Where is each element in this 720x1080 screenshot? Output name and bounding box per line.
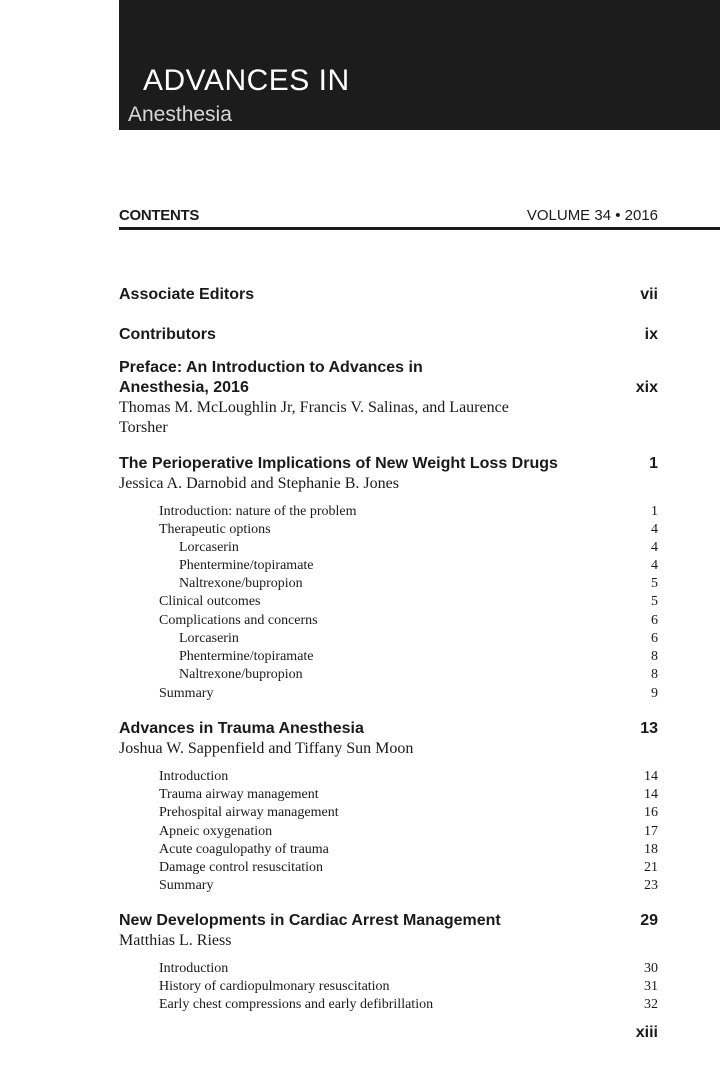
toc-subentry[interactable] [159,804,658,822]
entry-title-line2: Anesthesia, 2016 [119,379,249,396]
subentry-page: 21 [644,860,658,875]
subentry-page: 8 [651,649,658,664]
subentry-label: Damage control resuscitation [159,860,324,875]
entry-title: Associate Editors [119,286,255,303]
toc-subentry[interactable] [179,575,658,593]
subentry-page: 16 [644,805,658,820]
subentry-label: Prehospital airway management [159,805,339,820]
subentry-label: Acute coagulopathy of trauma [159,842,329,857]
subentry-label: Lorcaserin [179,631,239,646]
entry-title: The Perioperative Implications of New Weight Loss Drugs [119,455,558,472]
subentry-label: Lorcaserin [179,540,239,555]
toc-subentry[interactable] [159,503,658,521]
subentry-page: 5 [651,576,658,591]
subentry-page: 5 [651,594,658,609]
subentry-label: Introduction [159,769,229,784]
entry-page: ix [644,326,658,343]
subentry-label: Trauma airway management [159,787,319,802]
entry-title-line1: Preface: An Introduction to Advances in [119,359,423,376]
subentry-label: Complications and concerns [159,613,318,628]
subentry-label: History of cardiopulmonary resuscitation [159,979,390,994]
toc-subentry[interactable] [159,841,658,859]
toc-entry-preface[interactable] [119,358,658,438]
entry-authors-line2: Torsher [119,419,168,436]
subentry-label: Summary [159,686,214,701]
subentry-label: Clinical outcomes [159,594,261,609]
subentry-page: 9 [651,686,658,701]
subentry-label: Apneic oxygenation [159,824,273,839]
subentry-label: Phentermine/topiramate [179,649,314,664]
journal-subtitle: Anesthesia [128,103,232,126]
contents-header [119,207,720,227]
toc-subentry[interactable] [179,539,658,557]
subentry-page: 6 [651,631,658,646]
toc-subentry[interactable] [159,823,658,841]
subentry-page: 4 [651,522,658,537]
toc-subentry[interactable] [159,786,658,804]
subentry-page: 18 [644,842,658,857]
subentry-page: 14 [644,787,658,802]
entry-authors: Jessica A. Darnobid and Stephanie B. Jones [119,475,399,492]
toc-subentry[interactable] [159,960,658,978]
entry-page: xix [635,379,658,396]
subentry-page: 1 [651,504,658,519]
toc-subentry[interactable] [179,648,658,666]
toc-subentry[interactable] [159,877,658,895]
subentry-label: Naltrexone/bupropion [179,667,303,682]
toc-subentry[interactable] [159,521,658,539]
subentry-page: 14 [644,769,658,784]
toc-subentry[interactable] [159,859,658,877]
subentry-label: Therapeutic options [159,522,271,537]
subentry-page: 31 [644,979,658,994]
toc-entry-contributors[interactable] [119,325,658,345]
subentry-page: 30 [644,961,658,976]
toc-entry-weight-loss[interactable] [119,454,658,494]
toc-subentry[interactable] [159,996,658,1014]
header-rule [119,227,720,230]
entry-authors-line1: Thomas M. McLoughlin Jr, Francis V. Salinas, and Laurence [119,399,509,416]
subentry-label: Early chest compressions and early defibrillation [159,997,434,1012]
subentry-label: Introduction: nature of the problem [159,504,357,519]
subentry-page: 4 [651,540,658,555]
entry-title: Advances in Trauma Anesthesia [119,720,364,737]
subentry-page: 6 [651,613,658,628]
subentry-page: 17 [644,824,658,839]
toc-entry-trauma[interactable] [119,719,658,759]
subentry-page: 8 [651,667,658,682]
toc-subentry[interactable] [159,685,658,703]
subentry-label: Introduction [159,961,229,976]
entry-page: 13 [640,720,658,737]
toc-subentry[interactable] [159,593,658,611]
journal-banner [119,0,720,130]
volume-label: VOLUME 34 • 2016 [526,207,658,224]
subentry-label: Phentermine/topiramate [179,558,314,573]
entry-title: New Developments in Cardiac Arrest Management [119,912,501,929]
toc-subentry[interactable] [159,978,658,996]
toc-subentry[interactable] [179,630,658,648]
subentry-page: 23 [644,878,658,893]
entry-title: Contributors [119,326,216,343]
toc-entry-cardiac-arrest[interactable] [119,911,658,951]
toc-subentry[interactable] [179,666,658,684]
entry-authors: Joshua W. Sappenfield and Tiffany Sun Moon [119,740,414,757]
subentry-label: Summary [159,878,214,893]
entry-page: vii [640,286,658,303]
toc-entry-associate-editors[interactable] [119,285,658,305]
subentry-label: Naltrexone/bupropion [179,576,303,591]
entry-authors: Matthias L. Riess [119,932,232,949]
page-folio: xiii [635,1024,658,1041]
journal-title: ADVANCES IN [143,64,350,97]
subentry-page: 32 [644,997,658,1012]
toc-subentry[interactable] [159,768,658,786]
entry-page: 29 [640,912,658,929]
contents-label: CONTENTS [119,207,200,224]
subentry-page: 4 [651,558,658,573]
entry-page: 1 [649,455,658,472]
toc-subentry[interactable] [159,612,658,630]
toc-subentry[interactable] [179,557,658,575]
